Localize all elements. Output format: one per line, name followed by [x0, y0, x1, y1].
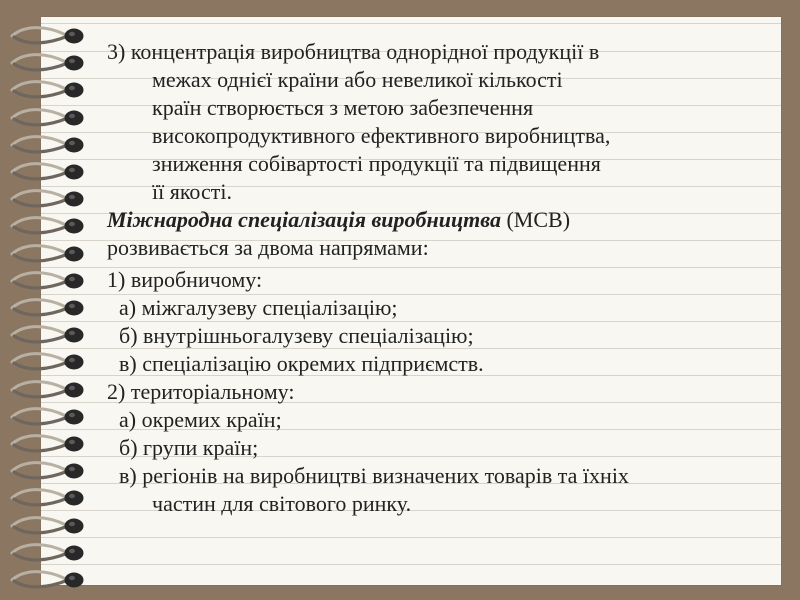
- mcv-abbr: (МСВ): [500, 207, 571, 232]
- mcv-description: розвивається за двома напрямами:: [107, 235, 429, 260]
- production-item-b: б) внутрішньогалузеву спеціалізацію;: [119, 323, 474, 348]
- territorial-item-b: б) групи країн;: [119, 435, 259, 460]
- paragraph-3-line-5: зниження собівартості продукції та підвищення: [152, 151, 601, 176]
- paragraph-3-line-2: межах однієї країни або невеликої кількості: [152, 67, 563, 92]
- paragraph-3-line-3: країн створюється з метою забезпечення: [152, 95, 534, 120]
- production-item-a: а) міжгалузеву спеціалізацію;: [119, 295, 398, 320]
- mcv-title-line: [107, 206, 767, 234]
- direction-production: 1) виробничому:: [107, 267, 263, 292]
- paragraph-3-line-6: її якості.: [152, 179, 232, 204]
- territorial-item-c: в) регіонів на виробництві визначених товарів та їхніх: [119, 463, 629, 488]
- territorial-item-a: а) окремих країн;: [119, 407, 282, 432]
- mcv-term: Міжнародна спеціалізація виробництва: [107, 207, 501, 232]
- paragraph-3-line-4: високопродуктивного ефективного виробництва,: [152, 123, 611, 148]
- slide-content: [107, 38, 767, 518]
- production-item-c: в) спеціалізацію окремих підприємств.: [119, 351, 484, 376]
- territorial-item-c-continuation: частин для світового ринку.: [152, 491, 412, 516]
- paragraph-3-line-1: 3) концентрація виробництва однорідної продукції в: [107, 39, 600, 64]
- direction-territorial: 2) територіальному:: [107, 379, 295, 404]
